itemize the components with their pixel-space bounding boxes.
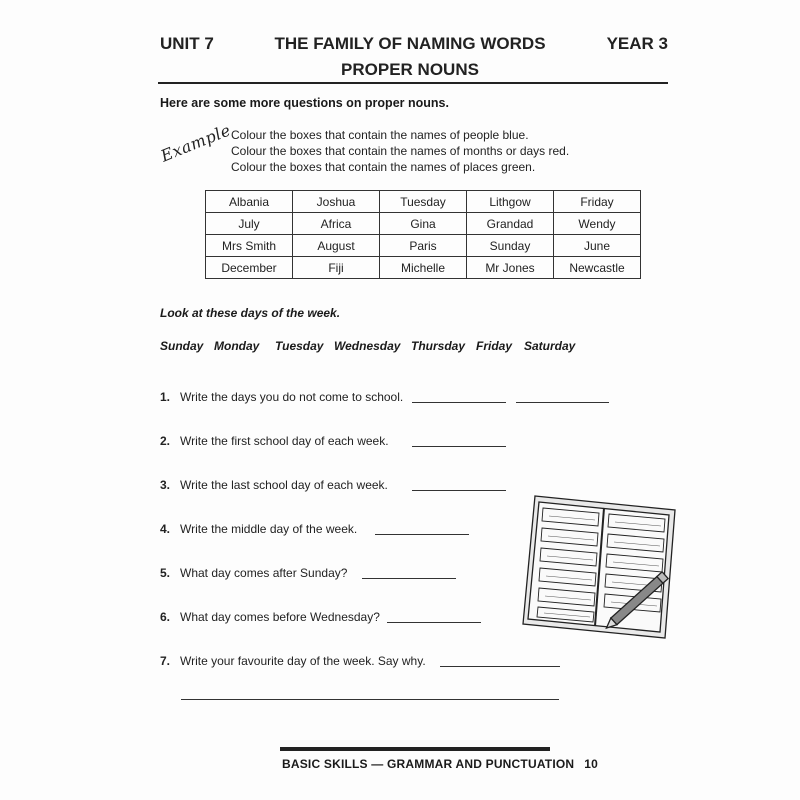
answer-line[interactable] bbox=[412, 446, 506, 447]
page-subtitle: PROPER NOUNS bbox=[341, 60, 479, 79]
grid-cell[interactable]: Fiji bbox=[293, 257, 380, 279]
question-3 bbox=[160, 478, 388, 492]
answer-line[interactable] bbox=[181, 699, 559, 700]
question-number: 1. bbox=[160, 390, 171, 404]
footer-text: BASIC SKILLS — GRAMMAR AND PUNCTUATION bbox=[282, 757, 575, 771]
answer-line[interactable] bbox=[412, 402, 506, 403]
instruction-people: Colour the boxes that contain the names of people blue. bbox=[231, 128, 529, 142]
days-of-week bbox=[160, 339, 584, 353]
grid-row bbox=[206, 191, 641, 213]
page-number: 10 bbox=[584, 757, 599, 771]
question-number: 2. bbox=[160, 434, 171, 448]
answer-line[interactable] bbox=[362, 578, 456, 579]
question-number: 6. bbox=[160, 610, 171, 624]
grid-cell[interactable]: Mr Jones bbox=[467, 257, 554, 279]
question-number: 4. bbox=[160, 522, 171, 536]
header-divider bbox=[158, 82, 668, 84]
days-prompt: Look at these days of the week. bbox=[160, 306, 341, 320]
question-number: 7. bbox=[160, 654, 171, 668]
example-label: Example bbox=[158, 120, 234, 166]
answer-line[interactable] bbox=[387, 622, 481, 623]
question-6 bbox=[160, 610, 380, 624]
question-4 bbox=[160, 522, 357, 536]
answer-line[interactable] bbox=[375, 534, 469, 535]
question-text: Write the last school day of each week. bbox=[180, 478, 388, 492]
question-1 bbox=[160, 390, 403, 404]
grid-cell[interactable]: Joshua bbox=[293, 191, 380, 213]
answer-line[interactable] bbox=[516, 402, 609, 403]
grid-cell[interactable]: Wendy bbox=[554, 213, 641, 235]
grid-cell[interactable]: Newcastle bbox=[554, 257, 641, 279]
question-text: Write the days you do not come to school. bbox=[180, 390, 404, 404]
day-label: Wednesday bbox=[334, 339, 401, 353]
question-number: 5. bbox=[160, 566, 171, 580]
grid-cell[interactable]: August bbox=[293, 235, 380, 257]
unit-label: UNIT 7 bbox=[160, 34, 214, 53]
grid-cell[interactable]: July bbox=[206, 213, 293, 235]
year-label: YEAR 3 bbox=[606, 34, 668, 53]
day-label: Friday bbox=[476, 339, 513, 353]
question-text: Write the middle day of the week. bbox=[180, 522, 358, 536]
question-text: What day comes after Sunday? bbox=[180, 566, 348, 580]
day-label: Tuesday bbox=[275, 339, 324, 353]
grid-cell[interactable]: Africa bbox=[293, 213, 380, 235]
grid-cell[interactable]: Michelle bbox=[380, 257, 467, 279]
noun-grid bbox=[205, 190, 641, 279]
grid-cell[interactable]: Paris bbox=[380, 235, 467, 257]
diary-with-pencil-icon bbox=[515, 488, 685, 648]
question-7 bbox=[160, 654, 426, 668]
day-label: Saturday bbox=[524, 339, 576, 353]
footer-divider bbox=[280, 747, 550, 751]
grid-cell[interactable]: June bbox=[554, 235, 641, 257]
day-label: Monday bbox=[214, 339, 260, 353]
grid-cell[interactable]: Sunday bbox=[467, 235, 554, 257]
grid-cell[interactable]: Albania bbox=[206, 191, 293, 213]
answer-line[interactable] bbox=[440, 666, 560, 667]
instruction-months-days: Colour the boxes that contain the names of months or days red. bbox=[231, 144, 570, 158]
intro-text: Here are some more questions on proper nouns. bbox=[160, 96, 449, 110]
question-5 bbox=[160, 566, 347, 580]
day-label: Thursday bbox=[411, 339, 466, 353]
grid-cell[interactable]: Mrs Smith bbox=[206, 235, 293, 257]
question-number: 3. bbox=[160, 478, 171, 492]
question-text: Write the first school day of each week. bbox=[180, 434, 389, 448]
grid-row bbox=[206, 213, 641, 235]
question-text: What day comes before Wednesday? bbox=[180, 610, 380, 624]
grid-cell[interactable]: Tuesday bbox=[380, 191, 467, 213]
grid-cell[interactable]: December bbox=[206, 257, 293, 279]
grid-cell[interactable]: Lithgow bbox=[467, 191, 554, 213]
question-text: Write your favourite day of the week. Say why. bbox=[180, 654, 426, 668]
footer bbox=[282, 757, 598, 771]
day-label: Sunday bbox=[160, 339, 204, 353]
grid-row bbox=[206, 235, 641, 257]
grid-cell[interactable]: Grandad bbox=[467, 213, 554, 235]
answer-line[interactable] bbox=[412, 490, 506, 491]
grid-cell[interactable]: Friday bbox=[554, 191, 641, 213]
page-title: THE FAMILY OF NAMING WORDS bbox=[274, 34, 546, 53]
grid-cell[interactable]: Gina bbox=[380, 213, 467, 235]
instruction-places: Colour the boxes that contain the names of places green. bbox=[231, 160, 536, 174]
grid-row bbox=[206, 257, 641, 279]
question-2 bbox=[160, 434, 389, 448]
